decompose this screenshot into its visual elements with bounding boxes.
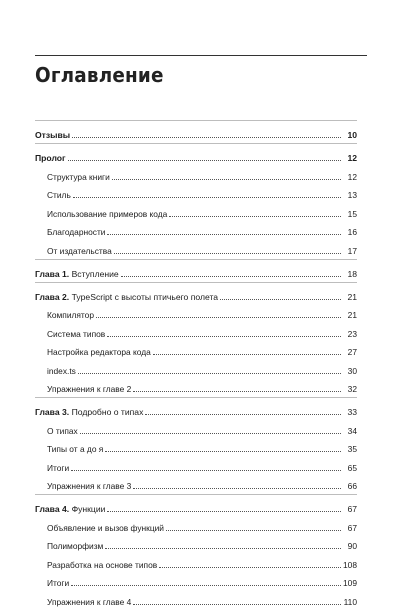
toc-subitem-label: Система типов: [47, 328, 106, 339]
toc-subitem-label: Использование примеров кода: [47, 208, 168, 219]
toc-heading-5[interactable]: [35, 495, 357, 517]
toc-subitem[interactable]: [35, 591, 357, 610]
dot-leader: [133, 391, 341, 392]
page-number: 33: [347, 407, 357, 417]
toc-subitem[interactable]: [35, 185, 357, 204]
toc-heading-4[interactable]: [35, 398, 357, 420]
dot-leader: [220, 299, 341, 300]
dot-leader: [145, 414, 341, 415]
toc-heading-label: [35, 504, 105, 514]
dot-leader: [153, 354, 341, 355]
toc-subitem[interactable]: [35, 420, 357, 439]
page-number: 12: [347, 153, 357, 163]
chapter-number: Глава 3.: [35, 407, 70, 417]
chapter-title: TypeScript с высоты птичьего полета: [71, 291, 219, 302]
page-number: 32: [347, 384, 357, 394]
chapter-number: Глава 1.: [35, 268, 70, 279]
toc-subitem-label: Полиморфизм: [47, 541, 104, 551]
page-number: 23: [347, 328, 357, 339]
dot-leader: [166, 530, 341, 531]
dot-leader: [71, 585, 341, 586]
toc-heading-label: [35, 130, 70, 140]
page-number: 67: [347, 522, 357, 533]
page-number: 30: [347, 365, 357, 376]
dot-leader: [105, 451, 341, 452]
dot-leader: [114, 253, 341, 254]
toc-subitem[interactable]: [35, 439, 357, 458]
table-of-contents: [35, 120, 357, 610]
toc-subitem-label: Разработка на основе типов: [47, 559, 158, 570]
dot-leader: [107, 511, 341, 512]
toc-subitem-label: Итоги: [47, 578, 70, 588]
dot-leader: [71, 470, 341, 471]
dot-leader: [72, 137, 341, 138]
toc-subitem[interactable]: [35, 573, 357, 592]
dot-leader: [169, 216, 341, 217]
toc-subitem[interactable]: [35, 203, 357, 222]
page-number: 15: [347, 208, 357, 219]
toc-subitem[interactable]: [35, 517, 357, 536]
toc-subitem[interactable]: [35, 554, 357, 573]
toc-subitem[interactable]: [35, 342, 357, 361]
page-number: 67: [347, 504, 357, 514]
toc-subitem-label: Структура книги: [47, 171, 110, 182]
page-number: 65: [347, 462, 357, 473]
dot-leader: [96, 317, 341, 318]
dot-leader: [133, 604, 341, 605]
page-number: 17: [347, 245, 357, 256]
toc-heading-1[interactable]: [35, 144, 357, 166]
toc-subitem[interactable]: [35, 457, 357, 476]
chapter-title: Функции: [71, 504, 106, 514]
toc-subitem-label: Типы от а до я: [47, 444, 104, 454]
top-rule: [35, 55, 367, 56]
toc-subitem-label: Упражнения к главе 4: [47, 596, 132, 607]
page-number: 27: [347, 347, 357, 357]
dot-leader: [107, 336, 341, 337]
toc-heading-0[interactable]: [35, 121, 357, 143]
dot-leader: [73, 197, 341, 198]
chapter-number: Глава 2.: [35, 291, 70, 302]
page-number: 18: [347, 268, 357, 279]
page-title: Оглавление: [35, 63, 164, 87]
toc-heading-text: Пролог: [35, 153, 66, 163]
toc-subitem-label: Стиль: [47, 190, 71, 200]
dot-leader: [68, 160, 341, 161]
toc-subitem-label: Итоги: [47, 462, 70, 473]
toc-subitem-label: Компилятор: [47, 310, 94, 320]
toc-subitem-label: Благодарности: [47, 227, 106, 237]
page-number: 110: [343, 596, 357, 607]
toc-heading-text: Отзывы: [35, 130, 71, 140]
dot-leader: [159, 567, 341, 568]
toc-heading-3[interactable]: [35, 283, 357, 305]
toc-heading-label: [35, 269, 119, 279]
toc-subitem[interactable]: [35, 240, 357, 259]
toc-heading-label: [35, 292, 218, 302]
page-number: 90: [347, 541, 357, 551]
chapter-number: Глава 4.: [35, 504, 70, 514]
page-number: 34: [347, 425, 357, 436]
page-number: 108: [343, 559, 357, 570]
toc-subitem-label: О типах: [47, 425, 78, 436]
page-number: 21: [347, 310, 357, 320]
chapter-title: Подробно о типах: [71, 407, 144, 417]
page-number: 13: [347, 190, 357, 200]
toc-subitem[interactable]: [35, 379, 357, 398]
page-number: 66: [347, 481, 357, 491]
toc-subitem[interactable]: [35, 536, 357, 555]
page-number: 16: [347, 227, 357, 237]
dot-leader: [107, 234, 341, 235]
toc-subitem[interactable]: [35, 360, 357, 379]
toc-subitem[interactable]: [35, 222, 357, 241]
toc-subitem[interactable]: [35, 323, 357, 342]
toc-subitem-label: От издательства: [47, 245, 112, 256]
toc-heading-label: [35, 407, 143, 417]
toc-subitem-label: index.ts: [47, 365, 76, 376]
page-number: 10: [347, 130, 357, 140]
dot-leader: [80, 433, 341, 434]
dot-leader: [105, 548, 341, 549]
toc-subitem-label: Упражнения к главе 2: [47, 384, 132, 394]
dot-leader: [133, 488, 341, 489]
dot-leader: [121, 276, 341, 277]
page-number: 35: [347, 444, 357, 454]
toc-heading-label: [35, 153, 66, 163]
dot-leader: [112, 179, 341, 180]
toc-subitem-label: Упражнения к главе 3: [47, 481, 132, 491]
dot-leader: [78, 373, 341, 374]
toc-heading-2[interactable]: [35, 260, 357, 282]
toc-subitem[interactable]: [35, 476, 357, 495]
page-number: 12: [347, 171, 357, 182]
page-number: 21: [347, 291, 357, 302]
toc-subitem[interactable]: [35, 166, 357, 185]
toc-subitem[interactable]: [35, 305, 357, 324]
chapter-title: Вступление: [71, 268, 119, 279]
toc-subitem-label: Объявление и вызов функций: [47, 522, 164, 533]
toc-subitem-label: Настройка редактора кода: [47, 347, 151, 357]
page-number: 109: [343, 578, 357, 588]
